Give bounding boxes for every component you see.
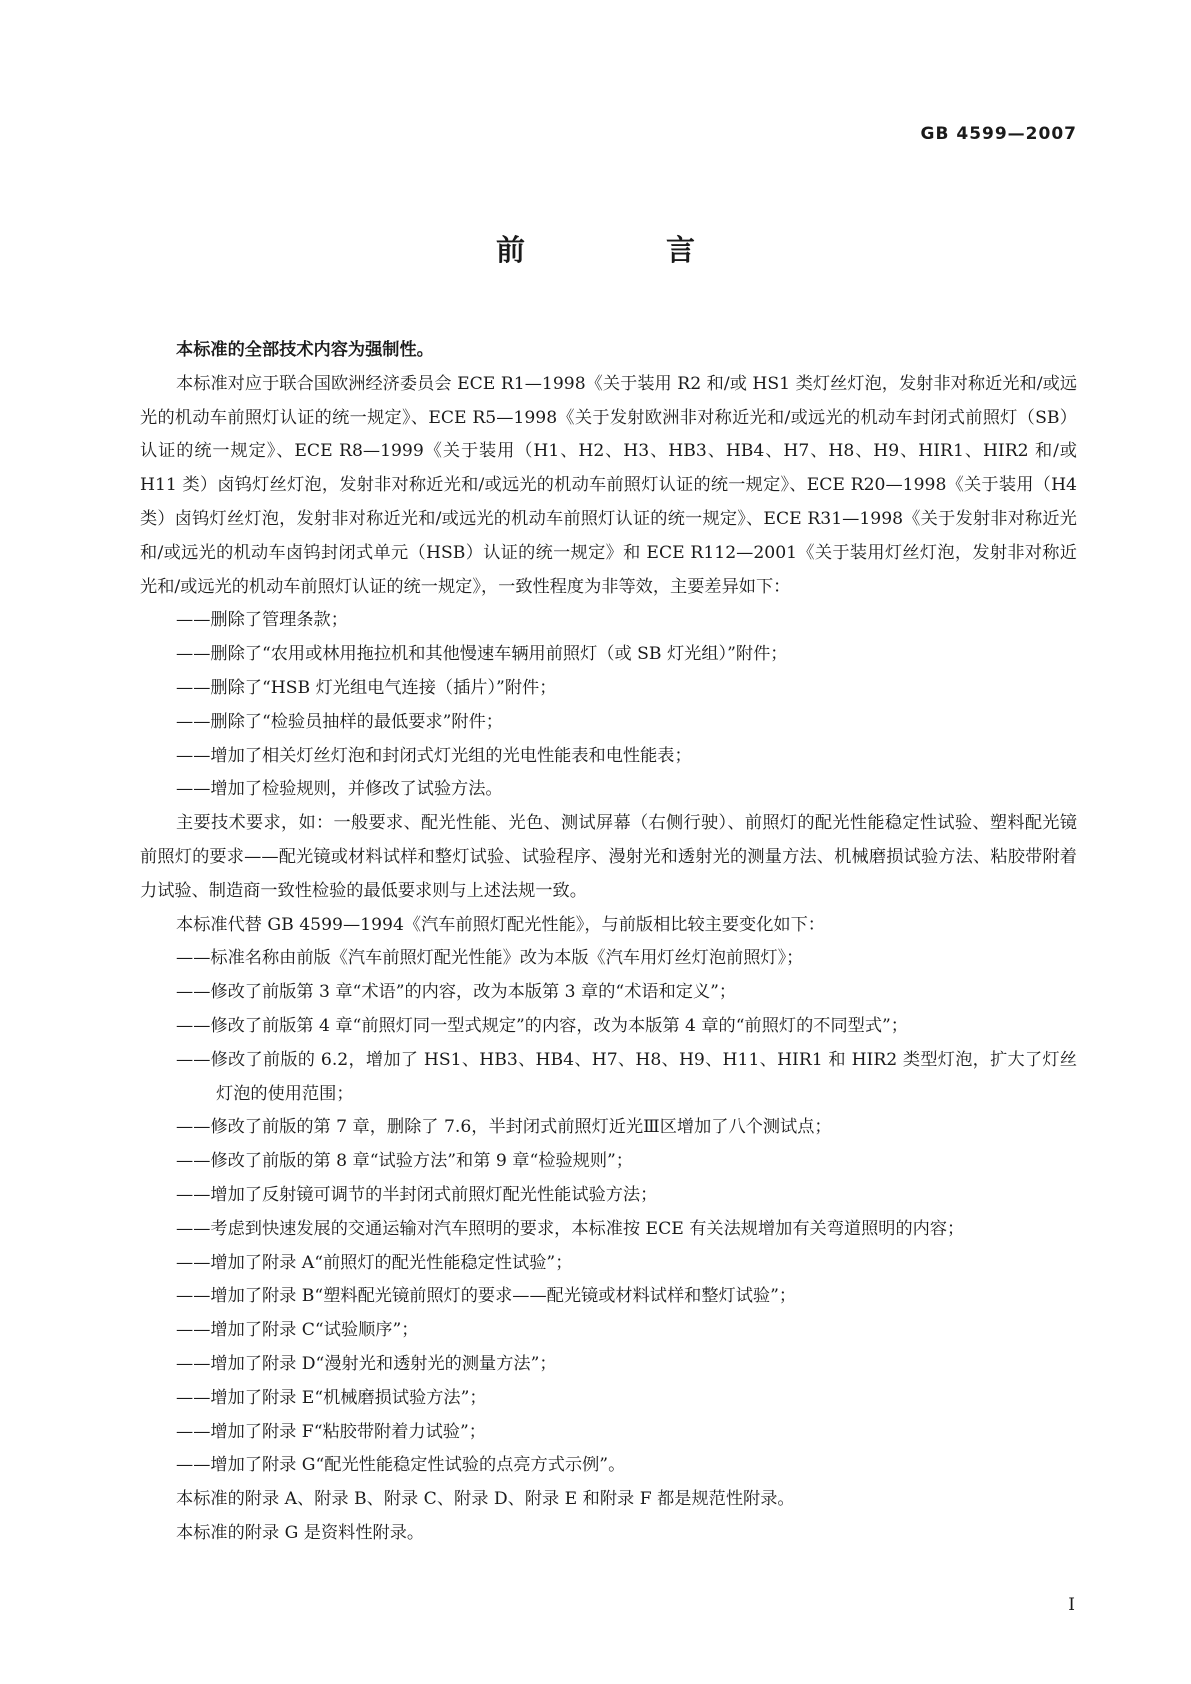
list-item: ——增加了附录 D“漫射光和透射光的测量方法”； (176, 1353, 557, 1374)
list-item: ——增加了附录 G“配光性能稳定性试验的点亮方式示例”。 (176, 1455, 626, 1476)
list-item: ——删除了“检验员抽样的最低要求”附件； (176, 711, 503, 732)
list-item: ——增加了检验规则，并修改了试验方法。 (176, 779, 503, 800)
page-number: Ⅰ (1068, 1595, 1075, 1615)
standard-code: GB 4599—2007 (920, 124, 1077, 144)
difference-list-2 (140, 942, 1077, 1483)
list-item: ——删除了“HSB 灯光组电气连接（插片）”附件； (176, 677, 557, 698)
mandatory-statement: 本标准的全部技术内容为强制性。 (176, 340, 434, 360)
list-item: ——修改了前版的第 8 章“试验方法”和第 9 章“检验规则”； (176, 1151, 633, 1172)
list-item: ——增加了附录 B“塑料配光镜前照灯的要求——配光镜或材料试样和整灯试验”； (176, 1286, 797, 1307)
technical-requirements-paragraph: 主要技术要求，如：一般要求、配光性能、光色、测试屏幕（右侧行驶）、前照灯的配光性能稳定性试验、塑料配光镜前照灯的要求——配光镜或材料试样和整灯试验、试验程序、漫射光和透射光的测量方法、机械磨损试验方法、粘胶带附着力试验、制造商一致性检验的最低要求则与上述法规一致。 (140, 813, 1077, 901)
list-item: ——修改了前版第 3 章“术语”的内容，改为本版第 3 章的“术语和定义”； (176, 982, 737, 1003)
correspondence-paragraph: 本标准对应于联合国欧洲经济委员会 ECE R1—1998《关于装用 R2 和/或 HS1 类灯丝灯泡，发射非对称近光和/或远光的机动车前照灯认证的统一规定》、ECE R5—1998《关于发射欧洲非对称近光和/或远光的机动车封闭式前照灯（SB）认证的统一规定》、ECE R8—1999《关于装用（H1、H2、H3、HB3、HB4、H7、H8、H9、HIR1、HIR2 和/或 H11 类）卤钨灯丝灯泡，发射非对称近光和/或远光的机动车前照灯认证的统一规定》、ECE R20—1998《关于装用（H4 类）卤钨灯丝灯泡，发射非对称近光和/或远光的机动车前照灯认证的统一规定》、ECE R31—1998《关于发射非对称近光和/或远光的机动车卤钨封闭式单元（HSB）认证的统一规定》和 ECE R112—2001《关于装用灯丝灯泡，发射非对称近光和/或远光的机动车前照灯认证的统一规定》，一致性程度为非等效，主要差异如下： (140, 373, 1077, 597)
list-item: ——考虑到快速发展的交通运输对汽车照明的要求，本标准按 ECE 有关法规增加有关弯道照明的内容； (176, 1218, 965, 1239)
list-item: ——增加了附录 E“机械磨损试验方法”； (176, 1387, 487, 1408)
list-item: ——增加了相关灯丝灯泡和封闭式灯光组的光电性能表和电性能表； (176, 745, 692, 766)
list-item: ——删除了管理条款； (176, 610, 348, 631)
list-item: ——修改了前版的 6.2，增加了 HS1、HB3、HB4、H7、H8、H9、H11、HIR1 和 HIR2 类型灯泡，扩大了灯丝灯泡的使用范围； (176, 1049, 1077, 1104)
list-item: ——增加了附录 A“前照灯的配光性能稳定性试验”； (176, 1252, 573, 1273)
list-item: ——修改了前版第 4 章“前照灯同一型式规定”的内容，改为本版第 4 章的“前照灯的不同型式”； (176, 1015, 908, 1036)
list-item: ——标准名称由前版《汽车前照灯配光性能》改为本版《汽车用灯丝灯泡前照灯》； (176, 948, 804, 969)
difference-list-1 (140, 604, 1077, 807)
informative-annex-paragraph: 本标准的附录 G 是资料性附录。 (176, 1522, 425, 1543)
list-item: ——增加了附录 C“试验顺序”； (176, 1320, 419, 1341)
replacement-paragraph: 本标准代替 GB 4599—1994《汽车前照灯配光性能》，与前版相比较主要变化如下： (176, 914, 825, 935)
list-item: ——增加了附录 F“粘胶带附着力试验”； (176, 1421, 486, 1442)
page-title: 前 言 (495, 233, 751, 267)
list-item: ——删除了“农用或林用拖拉机和其他慢速车辆用前照灯（或 SB 灯光组）”附件； (176, 644, 788, 665)
normative-annex-paragraph: 本标准的附录 A、附录 B、附录 C、附录 D、附录 E 和附录 F 都是规范性附录。 (176, 1489, 795, 1510)
foreword-body (140, 334, 1077, 1551)
list-item: ——增加了反射镜可调节的半封闭式前照灯配光性能试验方法； (176, 1184, 658, 1205)
list-item: ——修改了前版的第 7 章，删除了 7.6，半封闭式前照灯近光Ⅲ区增加了八个测试点； (176, 1117, 832, 1138)
